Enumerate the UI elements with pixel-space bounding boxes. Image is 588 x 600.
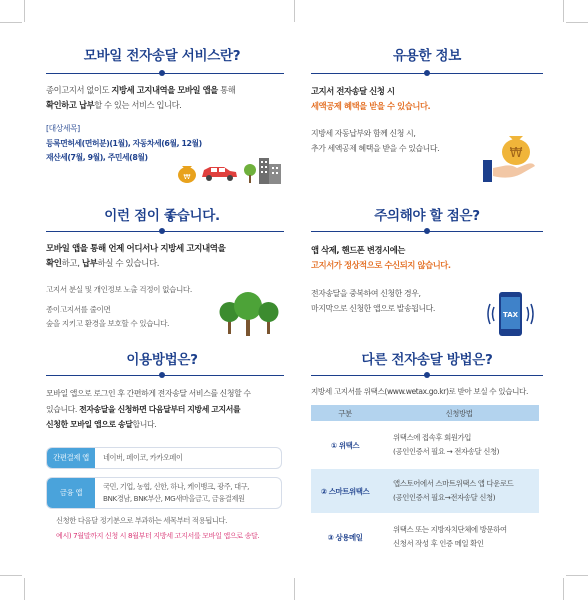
useful-info-text: 고지서 전자송달 신청 시 세액공제 혜택을 받을 수 있습니다.	[311, 86, 431, 111]
svg-text:₩: ₩	[509, 146, 523, 161]
section-title-mobile-service: 모바일 전자송달 서비스란?	[83, 48, 241, 64]
bank-app-label: 금융 앱	[47, 478, 95, 508]
section-divider-dot	[159, 228, 165, 234]
other-methods-table	[311, 405, 539, 561]
section-title-benefits: 이런 점이 좋습니다.	[104, 208, 220, 224]
crop-mark	[566, 575, 588, 576]
section-divider	[46, 73, 284, 74]
useful-info-extra: 지방세 자동납부와 함께 신청 시, 추가 세액공제 혜택을 받을 수 있습니다.	[311, 129, 440, 153]
tax-objects-illustration	[176, 152, 286, 186]
svg-text:₩: ₩	[183, 173, 191, 181]
other-methods-intro: 지방세 고지서를 위택스(www.wetax.go.kr)로 받아 보실 수 있습니다.	[311, 387, 528, 396]
car-icon	[202, 167, 237, 181]
section-divider	[46, 231, 284, 232]
target-tax-header: [대상세목]	[46, 124, 80, 133]
benefits-environment: 종이고지서를 줄이면 숲을 지키고 환경을 보호할 수 있습니다.	[46, 305, 170, 328]
crop-mark	[563, 578, 564, 600]
section-title-useful-info: 유용한 정보	[392, 48, 462, 64]
section-title-caution: 주의해야 할 점은?	[374, 208, 480, 224]
table-header-cell: 신청방법	[445, 408, 473, 418]
caution-duplicate: 전자송달을 중복하여 신청한 경우, 마지막으로 신청한 앱으로 발송됩니다.	[311, 289, 435, 313]
crop-mark	[563, 0, 564, 22]
tree-icon	[244, 164, 256, 183]
method-name: ① 위택스	[330, 440, 360, 450]
money-in-hand-icon	[483, 130, 539, 186]
building-icon	[259, 158, 281, 184]
section-divider-dot	[159, 372, 165, 378]
crop-mark	[24, 578, 25, 600]
benefits-main: 모바일 앱을 통해 언제 어디서나 지방세 고지내역을 확인하고, 납부하실 수 있습니다.	[46, 244, 226, 269]
crop-mark	[24, 0, 25, 22]
crop-mark	[294, 578, 295, 600]
table-row	[311, 421, 539, 469]
bank-app-value: 국민, 기업, 농협, 신한, 하나, 케이뱅크, 광주, 대구, BNK경남, BNK부산, MG새마을금고, 금융결제원	[103, 482, 250, 503]
section-divider-dot	[424, 70, 430, 76]
section-title-how-to: 이용방법은?	[126, 352, 198, 368]
table-header-cell: 구분	[338, 408, 352, 418]
apply-example-note: 예시) 7월말까지 신청 시 8월부터 지방세 고지서를 모바일 앱으로 송달.	[56, 531, 260, 540]
crop-mark	[0, 22, 22, 23]
target-tax-line: 재산세(7월, 9월), 주민세(8월)	[46, 153, 148, 162]
payment-app-label: 간편결제 앱	[47, 448, 95, 468]
table-row	[311, 513, 539, 561]
apply-note: 신청한 다음달 정기분으로 부과하는 세목부터 적용됩니다.	[56, 516, 228, 525]
phone-tax-label: TAX	[502, 311, 519, 319]
table-header	[311, 405, 539, 421]
caution-main: 앱 삭제, 핸드폰 변경시에는 고지서가 정상적으로 수신되지 않습니다.	[311, 245, 451, 270]
method-desc: 앱스토어에서 스마트위택스 앱 다운로드 (공인인증서 필요→전자송달 신청)	[393, 479, 514, 502]
method-name: ② 스마트위택스	[320, 486, 370, 496]
section-divider-dot	[159, 70, 165, 76]
method-name: ③ 상용메일	[327, 532, 363, 542]
bank-app-row	[46, 477, 282, 509]
mobile-service-desc: 종이고지서 없이도 지방세 고지내역을 모바일 앱을 통해 확인하고 납부할 수 있는 서비스 입니다.	[46, 85, 236, 110]
payment-app-row	[46, 447, 282, 469]
method-desc: 위택스에 접속후 회원가입 (공인인증서 필요 → 전자송달 신청)	[393, 433, 500, 456]
benefits-privacy: 고지서 분실 및 개인정보 노출 걱정이 없습니다.	[46, 285, 192, 294]
crop-mark	[0, 575, 22, 576]
crop-mark	[566, 22, 588, 23]
section-divider	[46, 375, 284, 376]
trees-icon	[214, 288, 284, 338]
target-tax-line: 등록면허세(면허분)(1월), 자동차세(6월, 12월)	[46, 138, 202, 148]
tax-phone-icon	[486, 290, 536, 340]
crop-mark	[294, 0, 295, 22]
method-desc: 위택스 또는 지방자치단체에 방문하여 신청서 작성 후 인증 메일 확인	[393, 525, 507, 548]
how-to-desc: 모바일 앱으로 로그인 후 간편하게 전자송달 서비스를 신청할 수 있습니다. 전자송달을 신청하면 다음달부터 지방세 고지서를 신청한 모바일 앱으로 송달합니다.	[46, 389, 251, 429]
section-title-other-methods: 다른 전자송달 방법은?	[361, 352, 493, 368]
payment-app-value: 네이버, 페이코, 카카오페이	[103, 453, 183, 462]
section-divider-dot	[424, 372, 430, 378]
section-divider-dot	[424, 228, 430, 234]
table-row	[311, 469, 539, 513]
money-bag-icon	[178, 166, 196, 183]
